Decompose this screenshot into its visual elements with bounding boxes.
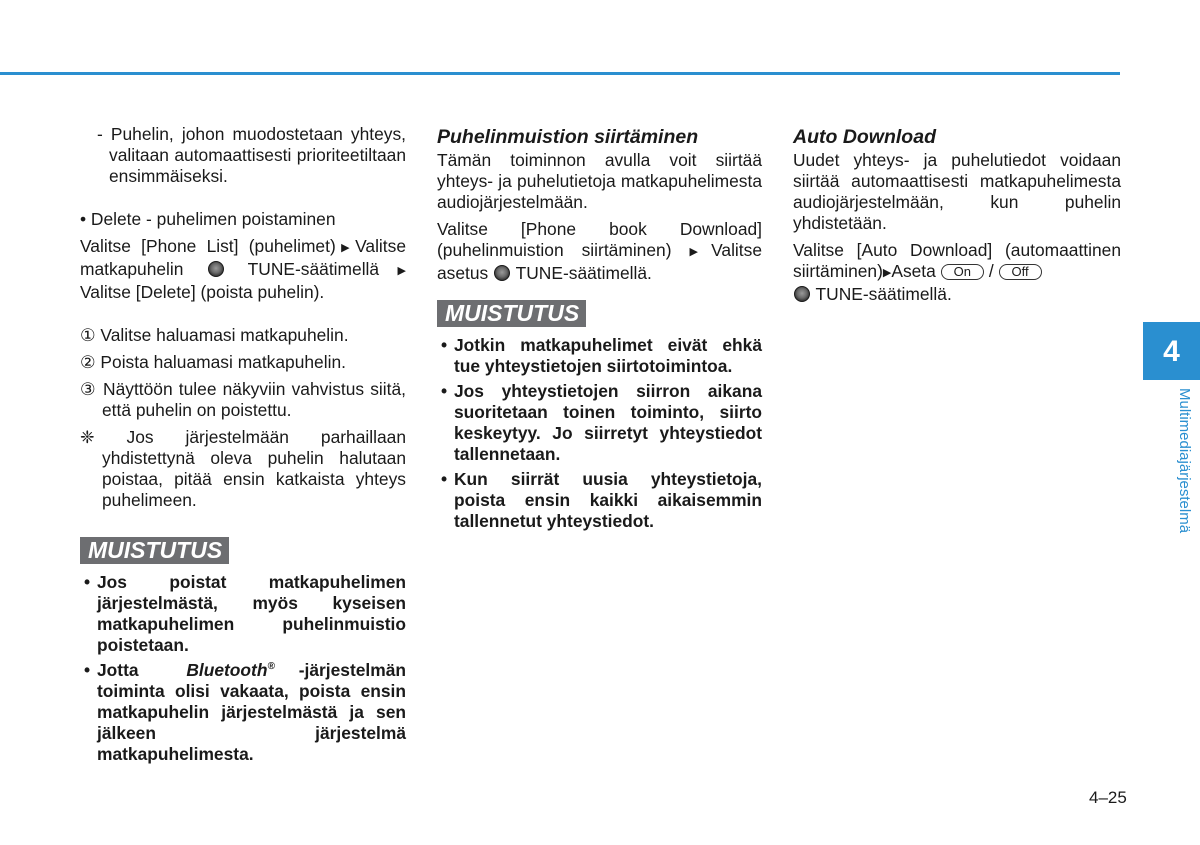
on-button-label: On [941, 264, 984, 280]
note-list [80, 572, 406, 765]
step-3: ③ Näyttöön tulee näkyviin vahvistus siitä, että puhelin on poistettu. [80, 379, 406, 420]
column-3 [793, 124, 1121, 305]
delete-instructions: Valitse [Phone List] (puhelimet)▶Valitse matkapuhelin TUNE-säätimellä▶ Valitse [Delete] (poista puhelin). [80, 236, 406, 302]
note-item: • Jotta Bluetooth® -järjestelmän toiminta olisi vakaata, poista ensin matkapuhelin järjestelmästä ja sen jälkeen järjestelmä matkapuhelimesta. [84, 660, 406, 764]
chapter-label: Multimediajärjestelmä [1176, 388, 1193, 534]
note-item: • Kun siirrät uusia yhteystietoja, poista ensin kaikki aikaisemmin tallennetut yhteystiedot. [441, 469, 762, 531]
note-item: • Jotkin matkapuhelimet eivät ehkä tue yhteystietojen siirtotoimintoa. [441, 335, 762, 376]
section-heading: Puhelinmuistion siirtäminen [437, 126, 699, 148]
paragraph: Valitse [Auto Download] (automaattinen siirtäminen)▶Aseta On / Off TUNE-säätimellä. [793, 240, 1121, 304]
column-1 [80, 124, 406, 769]
triangle-right-icon: ▶ [379, 265, 406, 277]
paragraph: Uudet yhteys- ja puhelutiedot voidaan siirtää automaattisesti matkapuhelimesta audiojärjestelmään, kun puhelin yhdistetään. [793, 150, 1121, 233]
note-label: MUISTUTUS [437, 300, 586, 327]
paragraph: Valitse [Phone book Download] (puhelinmuistion siirtäminen) ▶Valitse asetus TUNE-säätimellä. [437, 219, 762, 283]
section-heading: Auto Download [793, 126, 936, 148]
step-1: ① Valitse haluamasi matkapuhelin. [80, 325, 349, 345]
note-item: • Jos yhteystietojen siirron aikana suoritetaan toinen toiminto, siirto keskeytyy. Jo siirretyt yhteystiedot tallennetaan. [441, 381, 762, 464]
header-rule [0, 72, 1120, 75]
tune-knob-icon [494, 265, 510, 281]
triangle-right-icon: ▶ [882, 267, 892, 279]
tune-knob-icon [208, 261, 224, 277]
triangle-right-icon: ▶ [689, 246, 712, 258]
triangle-right-icon: ▶ [335, 242, 356, 254]
note-label: MUISTUTUS [80, 537, 229, 564]
dash-item: - Puhelin, johon muodostetaan yhteys, valitaan automaattisesti prioriteetiltaan ensimmäiseksi. [97, 124, 406, 186]
note-box [80, 537, 406, 765]
delete-item: • Delete - puhelimen poistaminen [80, 209, 336, 229]
off-button-label: Off [999, 264, 1042, 280]
chapter-tab: 4 [1143, 322, 1200, 380]
column-2 [437, 124, 762, 536]
tune-knob-icon [794, 286, 810, 302]
note-item: • Jos poistat matkapuhelimen järjestelmästä, myös kyseisen matkapuhelimen puhelinmuistio poistetaan. [84, 572, 406, 655]
page-number: 4–25 [1089, 788, 1127, 807]
remark: ❈ Jos järjestelmään parhaillaan yhdistettynä oleva puhelin halutaan poistaa, pitää ensin katkaista yhteys puhelimeen. [80, 427, 406, 510]
note-list [437, 335, 762, 532]
step-2: ② Poista haluamasi matkapuhelin. [80, 352, 346, 372]
paragraph: Tämän toiminnon avulla voit siirtää yhteys- ja puhelutietoja matkapuhelimesta audiojärjestelmään. [437, 150, 762, 212]
note-box [437, 300, 762, 532]
